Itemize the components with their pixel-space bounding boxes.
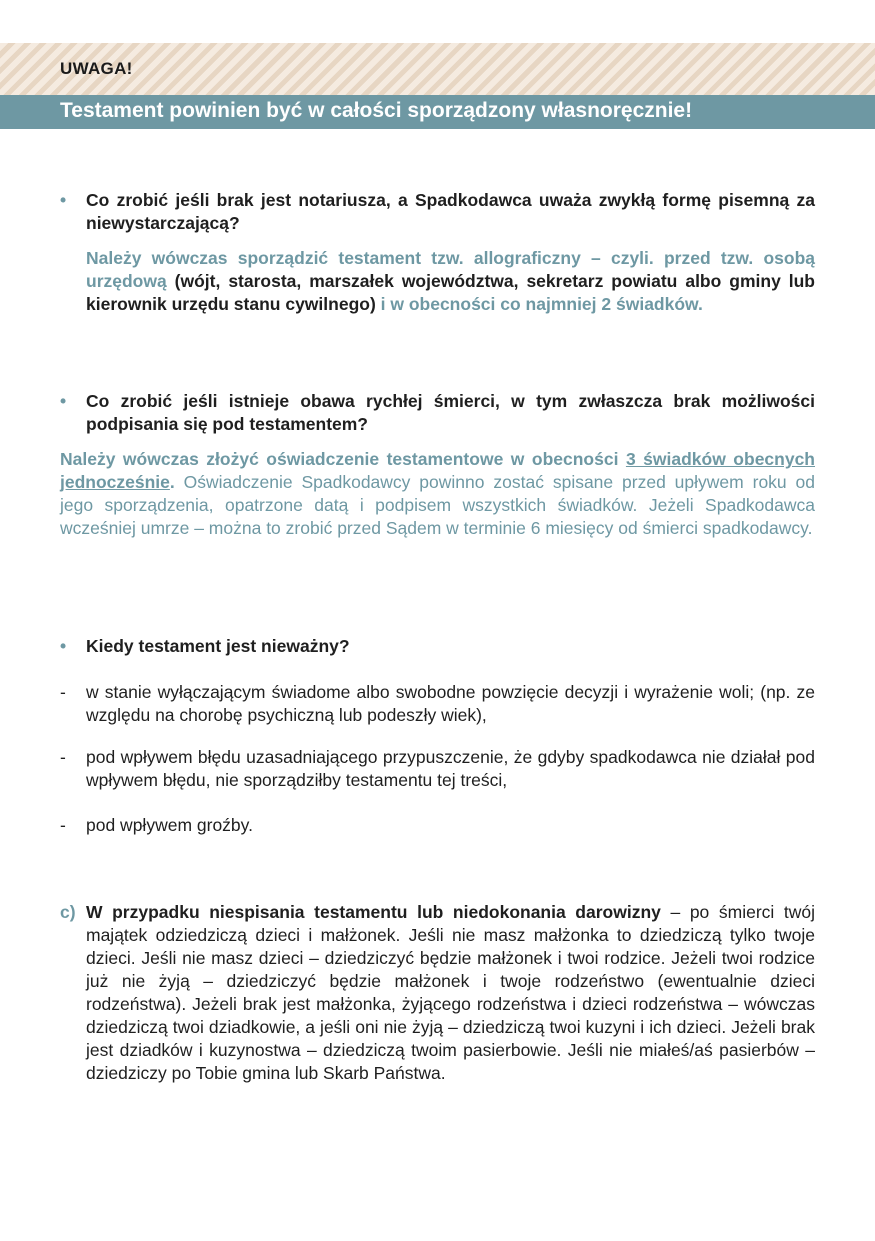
bullet-icon: • [60, 636, 67, 656]
intestate-body: – po śmierci twój majątek odziedziczą dzieci i małżonek. Jeśli nie masz małżonka to dziedziczą tylko twoje dzieci. Jeśli nie masz dzieci – dziedziczyć będzie małżonek i twoi rodzice. Jeżeli twoi rodzice już nie żyją – dziedziczyć będzie małżonek i twoje rodzeństwo (ewentualnie dzieci rodzeństwa). Jeżeli brak jest małżonka, żyjącego rodzeństwa i dzieci rodzeństwa – wówczas dziedziczą twoi dziadkowie, a jeśli oni nie żyją – dziedziczą twoi kuzyni i ich dzieci. Jeżeli brak jest dziadków i kuzynostwa – dziedziczą twoim pasierbowie. Jeśli nie miałeś/aś pasierbów – dziedziczy po Tobie gmina lub Skarb Państwa. [86, 902, 816, 1083]
section-invalid [60, 635, 815, 658]
section-label: c) [60, 902, 76, 922]
answer-death-bold: Należy wówczas złożyć oświadczenie testamentowe w obecności [60, 449, 626, 469]
invalid-item-text: w stanie wyłączającym świadome albo swobodne powzięcie decyzji i wyrażenie woli; (np. ze względu na chorobę psychiczną lub podeszły wiek), [86, 682, 815, 725]
answer-death-witnesses: 3 świadków obecnych jednocześnie [60, 449, 816, 492]
answer-notary-officials: (wójt, starosta, marszałek województwa, sekretarz powiatu albo gminy lub kierownik urzędu stanu cywilnego) [86, 271, 815, 314]
bullet-icon: • [60, 190, 67, 210]
question-death: Co zrobić jeśli istnieje obawa rychłej śmierci, w tym zwłaszcza brak możliwości podpisania się pod testamentem? [86, 391, 815, 434]
warning-banner [0, 43, 875, 95]
warning-label: UWAGA! [60, 59, 133, 78]
invalid-item [60, 746, 815, 792]
invalid-item [60, 814, 815, 837]
answer-death-rest: Oświadczenie Spadkodawcy powinno zostać spisane przed upływem roku od jego sporządzenia, opatrzone datą i podpisem wszystkich świadków. Jeżeli Spadkodawca wcześniej umrze – można to zrobić przed Sądem w terminie 6 miesięcy od śmierci spadkodawcy. [60, 472, 815, 538]
answer-notary-part2: i w obecności co najmniej 2 świadków. [375, 294, 703, 314]
answer-death-period: . [169, 472, 175, 492]
question-notary: Co zrobić jeśli brak jest notariusza, a Spadkodawca uważa zwykłą formę pisemną za niewystarczającą? [86, 190, 815, 233]
invalid-item [60, 681, 815, 727]
section-intestate [60, 901, 815, 1085]
question-invalid: Kiedy testament jest nieważny? [86, 636, 350, 656]
invalid-item-text: pod wpływem groźby. [86, 815, 253, 835]
section-notary [60, 189, 815, 316]
invalid-item-text: pod wpływem błędu uzasadniającego przypuszczenie, że gdyby spadkodawca nie działał pod wpływem błędu, nie sporządziłby testamentu tej treści, [86, 747, 815, 790]
dash-marker: - [60, 815, 66, 835]
answer-notary-part1: Należy wówczas sporządzić testament tzw. allograficzny – czyli. przed tzw. osobą urzędową [86, 248, 815, 291]
intestate-text [86, 901, 815, 1085]
dash-marker: - [60, 747, 66, 767]
section-death [60, 390, 815, 540]
warning-title-bar [0, 95, 875, 129]
answer-notary [86, 247, 815, 316]
dash-marker: - [60, 682, 66, 702]
bullet-icon: • [60, 391, 67, 411]
answer-death [60, 448, 815, 540]
intestate-intro: W przypadku niespisania testamentu lub niedokonania darowizny [86, 902, 661, 922]
warning-title: Testament powinien być w całości sporządzony własnoręcznie! [60, 99, 693, 122]
